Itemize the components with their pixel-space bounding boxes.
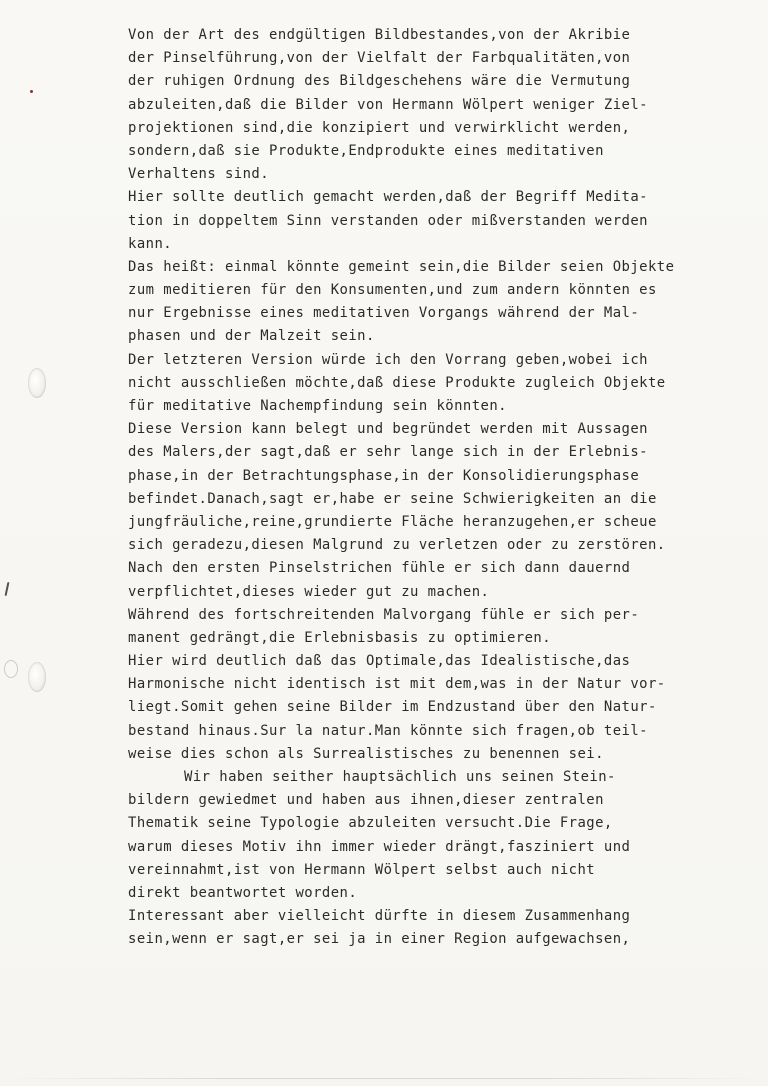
text-line: jungfräuliche,reine,grundierte Fläche heranzugehen,er scheue [128,513,657,530]
text-line: befindet.Danach,sagt er,habe er seine Schwierigkeiten an die [128,490,657,507]
text-line: Von der Art des endgültigen Bildbestandes,von der Akribie [128,27,631,43]
text-line: abzuleiten,daß die Bilder von Hermann Wölpert weniger Ziel- [128,96,648,113]
text-line: manent gedrängt,die Erlebnisbasis zu optimieren. [128,629,552,646]
text-line: Diese Version kann belegt und begründet werden mit Aussagen [128,421,648,438]
text-line: projektionen sind,die konzipiert und verwirklicht werden, [128,119,631,136]
text-line: Hier wird deutlich daß das Optimale,das Idealistische,das [128,653,631,670]
text-line: direkt beantwortet worden. [128,884,358,901]
text-line: liegt.Somit gehen seine Bilder im Endzustand über den Natur- [128,699,657,716]
ink-speck [30,90,33,93]
text-line: Verhaltens sind. [128,166,270,183]
text-line: Thematik seine Typologie abzuleiten versucht.Die Frage, [128,815,613,832]
text-line: Während des fortschreitenden Malvorgang fühle er sich per- [128,606,640,623]
text-line: für meditative Nachempfindung sein könnten. [128,398,507,414]
text-line: nur Ergebnisse eines meditativen Vorgangs während der Mal- [128,305,640,322]
text-line: Nach den ersten Pinselstrichen fühle er sich dann dauernd [128,560,631,577]
text-line: warum dieses Motiv ihn immer wieder drängt,fasziniert und [128,838,631,855]
text-line: bestand hinaus.Sur la natur.Man könnte sich fragen,ob teil- [128,722,648,739]
text-line: des Malers,der sagt,daß er sehr lange sich in der Erlebnis- [128,444,648,461]
text-line: der ruhigen Ordnung des Bildgeschehens wäre die Vermutung [128,73,631,90]
text-line: tion in doppeltem Sinn verstanden oder mißverstanden werden [128,212,648,229]
text-line: phasen und der Malzeit sein. [128,328,375,345]
text-line: der Pinselführung,von der Vielfalt der Farbqualitäten,von [128,50,631,67]
body-text [128,24,728,952]
text-line: sondern,daß sie Produkte,Endprodukte eines meditativen [128,142,604,159]
margin-mark [5,582,10,596]
text-line: phase,in der Betrachtungsphase,in der Konsolidierungsphase [128,467,640,484]
text-line: bildern gewiedmet und haben aus ihnen,dieser zentralen [128,792,604,809]
text-line-indented: Wir haben seither hauptsächlich uns seinen Stein- [184,769,616,785]
page-bottom-edge [0,1078,768,1079]
text-line: Das heißt: einmal könnte gemeint sein,die Bilder seien Objekte [128,258,675,275]
punch-hole-lower [28,662,46,692]
text-line: weise dies schon als Surrealistisches zu benennen sei. [128,745,604,762]
punch-hole-upper [28,368,46,398]
text-line: verpflichtet,dieses wieder gut zu machen. [128,583,490,600]
text-line: Hier sollte deutlich gemacht werden,daß der Begriff Medita- [128,189,648,206]
text-line: Der letzteren Version würde ich den Vorrang geben,wobei ich [128,351,648,368]
text-line: zum meditieren für den Konsumenten,und zum andern könnten es [128,282,657,299]
text-line: sein,wenn er sagt,er sei ja in einer Region aufgewachsen, [128,931,631,948]
text-line: Harmonische nicht identisch ist mit dem,was in der Natur vor- [128,676,666,693]
punch-hole-lower-left [4,660,18,678]
text-line: nicht ausschließen möchte,daß diese Produkte zugleich Objekte [128,374,666,391]
text-line: vereinnahmt,ist von Hermann Wölpert selbst auch nicht [128,861,596,878]
text-line: sich geradezu,diesen Malgrund zu verletzen oder zu zerstören. [128,537,666,554]
text-line: Interessant aber vielleicht dürfte in diesem Zusammenhang [128,908,631,925]
text-line: kann. [128,235,173,252]
